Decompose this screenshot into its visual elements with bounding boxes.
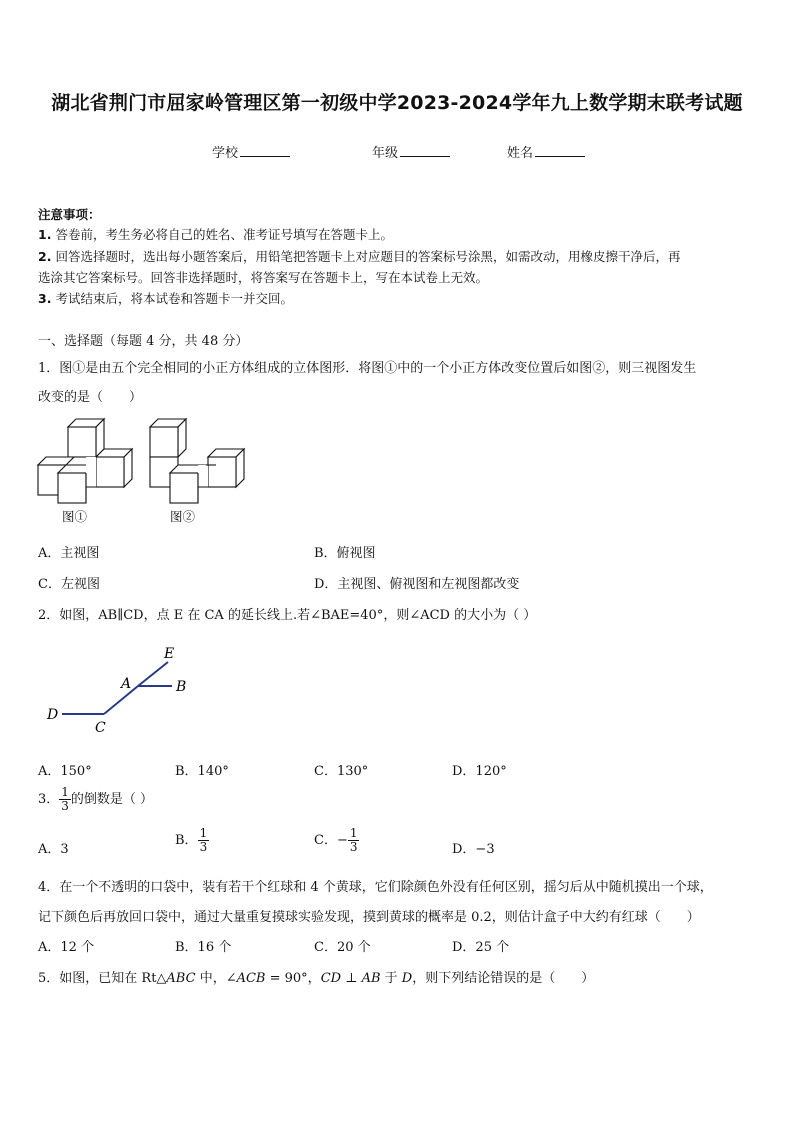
label-a: A xyxy=(121,676,132,692)
q3-option-a: A．3 xyxy=(38,842,69,857)
q1-fig1-label: 图① xyxy=(62,509,88,524)
q1-stem-line2: 改变的是（ ） xyxy=(38,390,143,405)
label-b: B xyxy=(176,679,187,695)
q2-option-b: B．140° xyxy=(175,764,229,779)
page-title: 湖北省荆门市屈家岭管理区第一初级中学2023-2024学年九上数学期末联考试题 xyxy=(51,92,743,114)
q1-fig2-label: 图② xyxy=(170,509,196,524)
q3-option-c: C．− $\frac{1}{3}$ xyxy=(314,826,358,854)
q1-option-b: B．俯视图 xyxy=(314,546,376,561)
q5-stem: 5．如图，已知在 Rt△ABC 中，∠ACB = 90°，CD ⊥ AB 于 D，则下列结论错误的是（ ） xyxy=(38,971,595,986)
q4-option-b: B．16 个 xyxy=(175,940,232,955)
figure-2-cubes xyxy=(150,419,244,503)
q1-option-d: D．主视图、俯视图和左视图都改变 xyxy=(314,577,520,592)
q2-option-c: C．130° xyxy=(314,764,369,779)
q4-option-d: D．25 个 xyxy=(452,940,510,955)
q1-stem-line1: 1．图①是由五个完全相同的小正方体组成的立体图形．将图①中的一个小正方体改变位置后如图②，则三视图发生 xyxy=(38,361,697,376)
q2-stem: 2．如图，AB∥CD，点 E 在 CA 的延长线上.若∠BAE=40°，则∠ACD 的大小为（ ） xyxy=(38,608,537,623)
school-field: 学校 xyxy=(212,142,290,161)
note-2: 2. 回答选择题时，选出每小题答案后，用铅笔把答题卡上对应题目的答案标号涂黑，如需改动，用橡皮擦干净后，再 xyxy=(38,249,681,264)
q3-option-d: D．−3 xyxy=(452,842,495,857)
label-d: D xyxy=(47,707,59,723)
q2-lines xyxy=(62,662,172,714)
note-2-cont: 选涂其它答案标号。回答非选择题时，将答案写在答题卡上，写在本试卷上无效。 xyxy=(38,270,489,285)
label-e: E xyxy=(164,646,175,662)
section-heading: 一、选择题（每题 4 分，共 48 分） xyxy=(38,334,249,349)
q2-figure xyxy=(40,640,200,740)
label-c: C xyxy=(95,720,106,736)
note-1: 1. 答卷前，考生务必将自己的姓名、准考证号填写在答题卡上。 xyxy=(38,227,393,242)
name-field: 姓名 xyxy=(507,142,585,161)
q3-option-b: B． $\frac{1}{3}$ xyxy=(175,826,208,854)
grade-field: 年级 xyxy=(372,142,450,161)
q4-stem-line2: 记下颜色后再放回口袋中，通过大量重复摸球实验发现，摸到黄球的概率是 0.2，则估计盒子中大约有红球（ ） xyxy=(38,910,700,925)
q1-option-a: A．主视图 xyxy=(38,546,100,561)
q2-option-a: A．150° xyxy=(38,764,92,779)
q1-option-c: C．左视图 xyxy=(38,577,100,592)
figure-1-cubes xyxy=(38,419,132,503)
q4-option-a: A．12 个 xyxy=(38,940,95,955)
q2-option-d: D．120° xyxy=(452,764,507,779)
note-3: 3. 考试结束后，将本试卷和答题卡一并交回。 xyxy=(38,291,293,306)
notes-heading: 注意事项： xyxy=(38,207,101,222)
q3-stem: 3． $\frac{1}{3}$ 的倒数是（ ） xyxy=(38,785,154,813)
q3-stem-fraction: $\frac{1}{3}$ xyxy=(61,785,69,813)
q4-stem-line1: 4．在一个不透明的口袋中，装有若干个红球和 4 个黄球，它们除颜色外没有任何区别，摇匀后从中随机摸出一个球， xyxy=(38,880,713,895)
q4-option-c: C．20 个 xyxy=(314,940,371,955)
